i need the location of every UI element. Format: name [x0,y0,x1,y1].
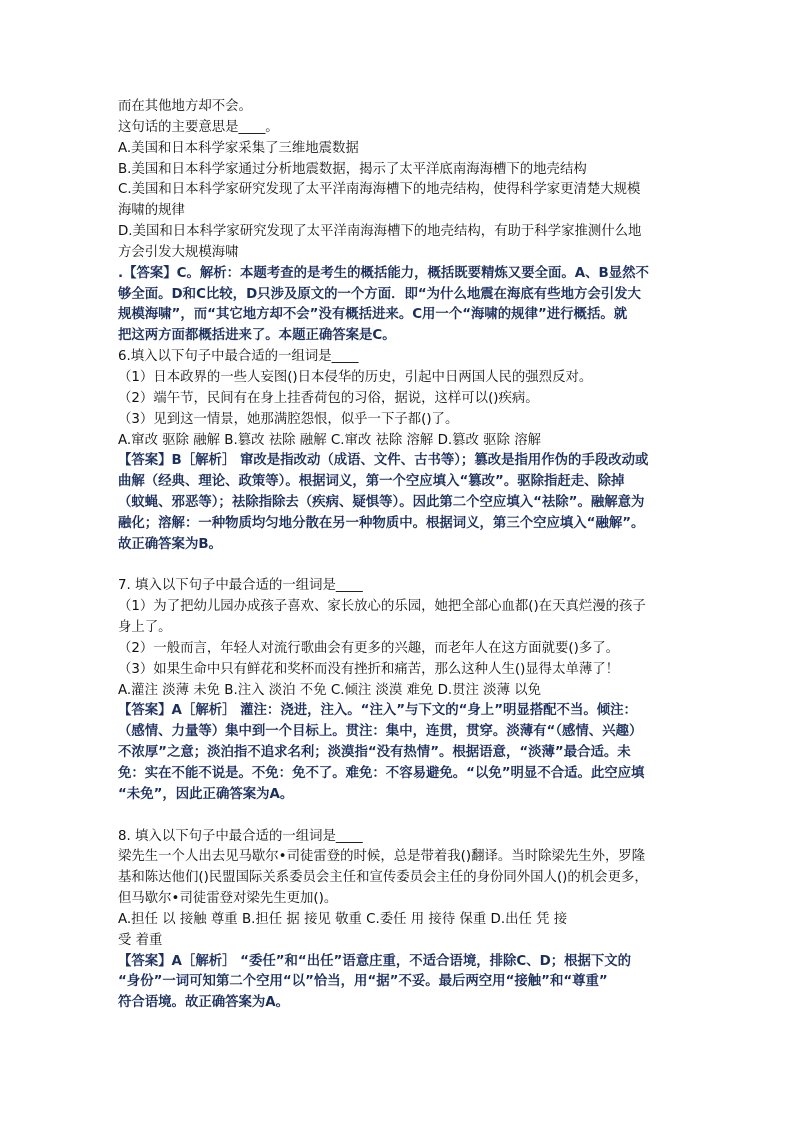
answer-explanation: 【答案】A［解析］ 灌注：浇进，注入。“注入”与下文的“身上”明显搭配不当。倾注： [118,703,637,719]
blank-line [118,556,688,577]
answer-explanation: 【答案】B［解析］ 窜改是指改动（成语、文件、古书等）；篡改是指用作伪的手段改动或 [118,453,649,469]
question-text: （3）见到这一情景，她那满腔怨恨，似乎一下子都()了。 [118,411,459,427]
answer-explanation: “未免”，因此正确答案为A。 [118,786,294,802]
answer-explanation: 规模海啸”，而“其它地方却不会”没有概括进来。C用一个“海啸的规律”进行概括。就 [118,307,628,323]
question-text: （3）如果生命中只有鲜花和奖杯而没有挫折和痛苦，那么这种人生()显得太单薄了！ [118,661,620,677]
answer-option: 方会引发大规模海啸 [118,244,239,260]
answer-option: C.美国和日本科学家研究发现了太平洋南海海槽下的地壳结构，使得科学家更清楚大规模 [118,182,641,198]
question-text: 而在其他地方却不会。 [118,99,252,114]
answer-explanation: （感情、力量等）集中到一个目标上。贯注：集中，连贯，贯穿。淡薄有“（感情、兴趣） [118,724,643,740]
answer-option: B.美国和日本科学家通过分析地震数据，揭示了太平洋底南海海槽下的地壳结构 [118,161,587,177]
answer-explanation: 融化；溶解：一种物质均匀地分散在另一种物质中。根据词义，第三个空应填入“融解”。 [118,515,645,531]
question-text: 身上了。 [118,620,172,636]
question-text: 6.填入以下句子中最合适的一组词是____ [118,349,359,365]
answer-explanation: （蚊蝇、邪恶等）；祛除指除去（疾病、疑惧等）。因此第二个空应填入“祛除”。融解意为 [118,495,645,511]
question-text: 但马歇尔•司徒雷登对梁先生更加()。 [118,891,338,907]
question-text: A.担任 以 接触 尊重 B.担任 据 接见 敬重 C.委任 用 接待 保重 D.出任 凭 接 [118,911,568,927]
question-text: （2）端午节，民间有在身上挂香荷包的习俗，据说，这样可以()疾病。 [118,390,539,406]
answer-option: A.美国和日本科学家采集了三维地震数据 [118,140,359,156]
answer-explanation: .【答案】C。解析：本题考查的是考生的概括能力，概括既要精炼又要全面。A、B显然不 [118,265,649,281]
blank-line [118,806,688,827]
question-text: 受 着重 [118,932,163,948]
question-text: A.灌注 淡薄 未免 B.注入 淡泊 不免 C.倾注 淡漠 难免 D.贯注 淡薄 以免 [118,682,541,698]
question-text: 8. 填入以下句子中最合适的一组词是____ [118,828,363,844]
answer-option: 海啸的规律 [118,203,185,219]
question-text: 这句话的主要意思是____。 [118,119,279,135]
answer-explanation: 把这两方面都概括进来了。本题正确答案是C。 [118,328,396,344]
question-text: 7. 填入以下句子中最合适的一组词是____ [118,578,363,594]
question-text: （1）为了把幼儿园办成孩子喜欢、家长放心的乐园，她把全部心血都()在天真烂漫的孩子 [118,599,646,615]
answer-explanation: “身份”一词可知第二个空用“以”恰当，用“据”不妥。最后两空用“接触”和“尊重” [118,974,608,990]
question-text: 梁先生一个人出去见马歇尔•司徒雷登的时候，总是带着我()翻译。当时除梁先生外，罗隆 [118,849,646,865]
answer-explanation: 曲解（经典、理论、政策等）。根据词义，第一个空应填入“篡改”。驱除指赶走、除掉 [118,474,625,490]
answer-explanation: 够全面。D和C比较，D只涉及原文的一个方面．即“为什么地震在海底有些地方会引发大 [118,286,641,302]
question-text: 基和陈达他们()民盟国际关系委员会主任和宣传委员会主任的身份同外国人()的机会更多， [118,870,648,886]
document-page [118,97,688,1014]
answer-explanation: 不浓厚”之意；淡泊指不追求名利；淡漠指“没有热情”。根据语意，“淡薄”最合适。未 [118,745,631,761]
answer-explanation: 故正确答案为B。 [118,536,222,552]
answer-explanation: 【答案】A［解析］ “委任”和“出任”语意庄重，不适合语境，排除C、D；根据下文的 [118,953,632,969]
answer-explanation: 符合语境。故正确答案为A。 [118,995,290,1011]
question-text: （1）日本政界的一些人妄图()日本侵华的历史，引起中日两国人民的强烈反对。 [118,369,593,385]
question-text: （2）一般而言，年轻人对流行歌曲会有更多的兴趣，而老年人在这方面就要()多了。 [118,640,620,656]
answer-option: D.美国和日本科学家研究发现了太平洋南海海槽下的地壳结构，有助于科学家推测什么地 [118,224,642,240]
question-text: A.窜改 驱除 融解 B.篡改 祛除 融解 C.窜改 祛除 溶解 D.篡改 驱除 溶解 [118,432,541,448]
answer-explanation: 免：实在不能不说是。不免：免不了。难免：不容易避免。“以免”明显不合适。此空应填 [118,766,645,781]
